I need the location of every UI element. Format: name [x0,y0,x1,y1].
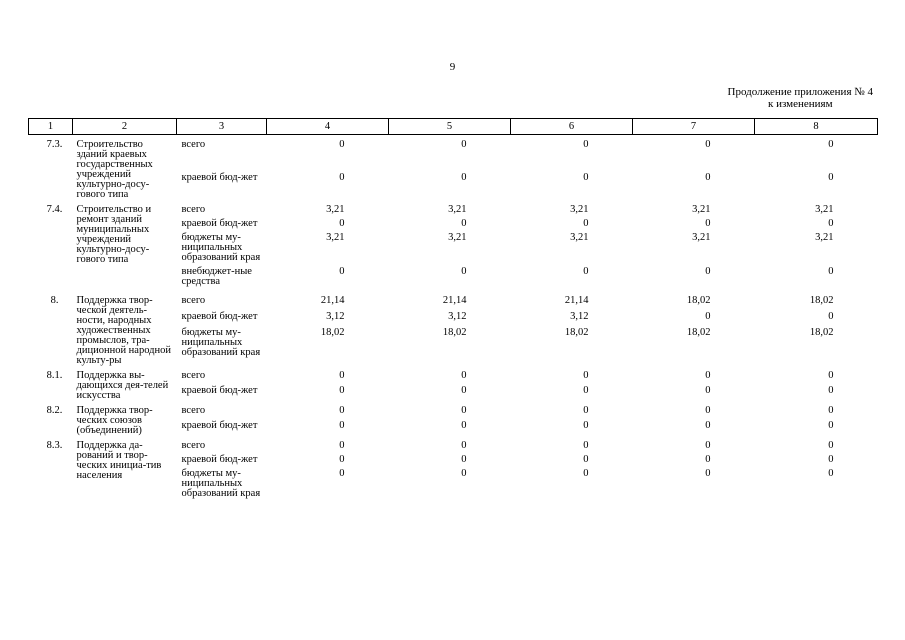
amount-cell: 3,21 [815,232,834,243]
amount-cell: 0 [461,420,467,432]
amount-cell: 0 [828,420,834,432]
amount-cell: 0 [705,385,711,397]
amount-cell: 3,12 [326,311,345,323]
amount-cell: 0 [461,266,467,277]
amount-cell: 3,12 [448,311,467,323]
funding-source: бюджеты му-ниципальных образований края [181,232,261,263]
column-number: 2 [73,119,177,135]
amount-cell: 21,14 [564,295,589,306]
amount-cell: 0 [461,139,467,150]
amount-cell: 3,21 [570,204,589,215]
amount-cell: 0 [828,171,834,183]
amount-cell: 3,21 [448,204,467,215]
amount-cell: 0 [705,454,711,465]
column-number: 8 [755,119,878,135]
column-number: 4 [267,119,389,135]
amount-cell: 18,02 [686,326,711,338]
funding-source: краевой бюд-жет [181,311,258,323]
amount-cell: 0 [828,468,834,479]
item-number: 8. [50,295,59,306]
amount-cell: 0 [339,218,345,229]
amount-cell: 21,14 [320,295,345,306]
amount-cell: 0 [583,420,589,432]
funding-source: краевой бюд-жет [181,454,258,465]
column-number: 6 [511,119,633,135]
funding-source: всего [181,405,206,416]
amount-cell: 0 [583,171,589,183]
amount-cell: 0 [705,266,711,277]
table-row [29,436,878,455]
table-row [29,291,878,312]
column-number-row [29,119,878,135]
amount-cell: 0 [705,218,711,229]
amount-cell: 0 [461,218,467,229]
column-number: 3 [177,119,267,135]
table-body [29,135,878,504]
funding-source: внебюджет-ные средства [181,266,252,287]
funding-source: бюджеты му-ниципальных образований края [181,468,261,499]
amount-cell: 0 [339,454,345,465]
amount-cell: 0 [461,370,467,381]
amount-cell: 3,21 [448,232,467,243]
amount-cell: 3,21 [570,232,589,243]
amount-cell: 3,12 [570,311,589,323]
amount-cell: 21,14 [442,295,467,306]
amount-cell: 0 [828,405,834,416]
item-number: 7.4. [46,204,63,215]
table-row [29,366,878,386]
column-number: 1 [29,119,73,135]
amount-cell: 18,02 [564,326,589,338]
amount-cell: 0 [828,218,834,229]
amount-cell: 0 [828,440,834,451]
amount-cell: 0 [339,405,345,416]
column-number: 7 [633,119,755,135]
funding-source: краевой бюд-жет [181,385,258,397]
amount-cell: 0 [828,454,834,465]
amount-cell: 0 [705,420,711,432]
amount-cell: 18,02 [809,326,834,338]
amount-cell: 0 [339,440,345,451]
item-name: Поддержка да-рований и твор-ческих инициа-тив населения [76,440,162,481]
amount-cell: 3,21 [692,232,711,243]
amount-cell: 3,21 [692,204,711,215]
amount-cell: 0 [583,385,589,397]
amount-cell: 0 [705,311,711,323]
amount-cell: 0 [339,266,345,277]
amount-cell: 0 [583,454,589,465]
funding-source: всего [181,204,206,215]
amount-cell: 0 [461,405,467,416]
table-row [29,135,878,173]
amount-cell: 0 [339,468,345,479]
amount-cell: 0 [705,405,711,416]
funding-source: всего [181,370,206,381]
amount-cell: 0 [705,370,711,381]
amount-cell: 0 [339,385,345,397]
amount-cell: 0 [339,171,345,183]
item-number: 8.2. [46,405,63,416]
amount-cell: 0 [461,440,467,451]
amount-cell: 0 [339,420,345,432]
amount-cell: 0 [828,385,834,397]
amount-cell: 0 [828,139,834,150]
amount-cell: 0 [583,266,589,277]
amount-cell: 0 [461,171,467,183]
amount-cell: 0 [705,468,711,479]
budget-table [28,118,878,503]
appendix-line-1: Продолжение приложения № 4 [727,86,873,98]
amount-cell: 0 [583,139,589,150]
amount-cell: 0 [828,370,834,381]
amount-cell: 0 [583,440,589,451]
item-number: 7.3. [46,139,63,150]
appendix-caption [728,86,873,110]
amount-cell: 18,02 [320,326,345,338]
amount-cell: 3,21 [815,204,834,215]
funding-source: краевой бюд-жет [181,420,258,432]
amount-cell: 0 [583,218,589,229]
table-row [29,401,878,421]
funding-source: всего [181,440,206,451]
amount-cell: 0 [583,468,589,479]
page-number: 9 [449,61,456,73]
amount-cell: 0 [461,454,467,465]
item-name: Строительство зданий краевых государственных учреждений культурно-досу-гового типа [76,139,153,200]
amount-cell: 0 [828,266,834,277]
amount-cell: 18,02 [809,295,834,306]
amount-cell: 3,21 [326,204,345,215]
funding-source: бюджеты му-ниципальных образований края [181,326,261,358]
amount-cell: 0 [705,440,711,451]
funding-source: всего [181,139,206,150]
funding-source: краевой бюд-жет [181,218,258,229]
column-number: 5 [389,119,511,135]
amount-cell: 0 [583,405,589,416]
amount-cell: 0 [461,468,467,479]
amount-cell: 3,21 [326,232,345,243]
funding-source: краевой бюд-жет [181,171,258,183]
funding-source: всего [181,295,206,306]
appendix-line-2: к изменениям [767,98,833,110]
item-name: Поддержка твор-ческих союзов (объединений) [76,405,153,436]
item-number: 8.3. [46,440,63,451]
item-name: Строительство и ремонт зданий муниципальных учреждений культурно-досу-гового типа [76,204,152,265]
item-name: Поддержка твор-ческой деятель-ности, народных художественных промыслов, тра-диционной народной культу-ры [76,295,171,366]
item-name: Поддержка вы-дающихся дея-телей искусства [76,370,169,401]
amount-cell: 0 [461,385,467,397]
amount-cell: 0 [339,139,345,150]
amount-cell: 18,02 [442,326,467,338]
amount-cell: 0 [339,370,345,381]
amount-cell: 0 [583,370,589,381]
amount-cell: 18,02 [686,295,711,306]
amount-cell: 0 [705,139,711,150]
amount-cell: 0 [828,311,834,323]
item-number: 8.1. [46,370,63,381]
table-row [29,200,878,219]
amount-cell: 0 [705,171,711,183]
